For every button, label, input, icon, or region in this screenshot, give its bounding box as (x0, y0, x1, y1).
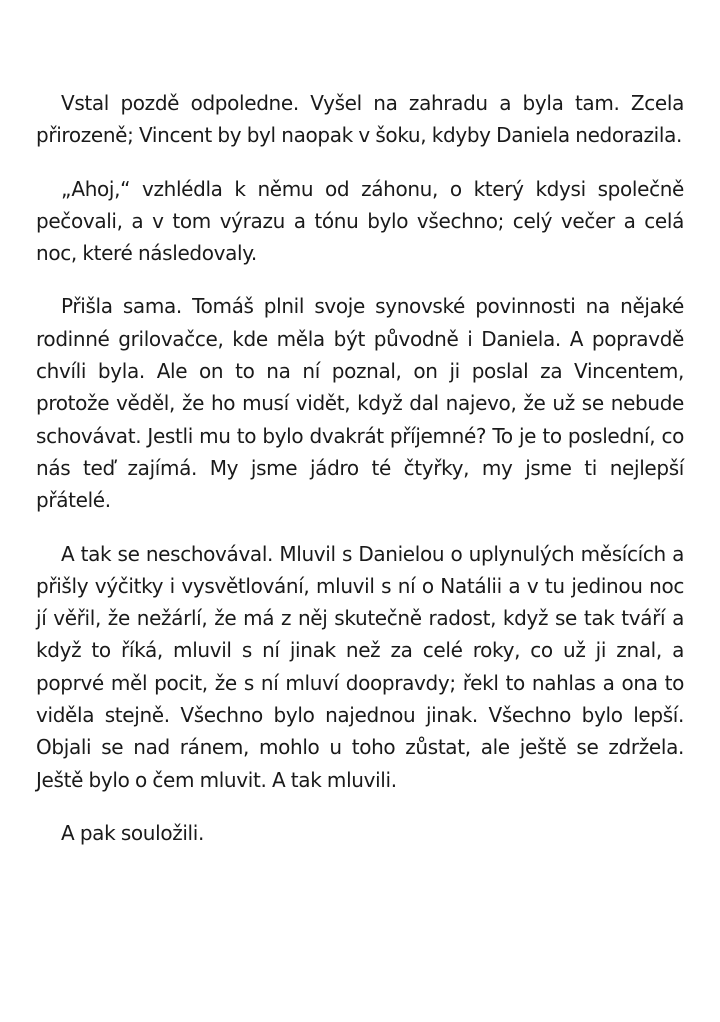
paragraph-5: A pak souložili. (61, 820, 204, 845)
paragraph-4: A tak se neschovával. Mluvil s Danielou o uplynulých měsících a přišly výčitky i vysvětlování, mluvil s ní o Natálii a v tu jedinou noc jí věřil, že nežárlí, že má z něj skutečně radost, když se tak tváří a když to říká, mluvil s ní jinak než za celé roky, co už ji znal, a poprvé měl pocit, že s ní mluví doopravdy; řekl to nahlas a ona to viděla stejně. Všechno bylo najednou jinak. Všechno bylo lepší. Objali se nad ránem, mohlo u toho zůstat, ale ještě se zdržela. Ještě bylo o čem mluvit. A tak mluvili. (36, 541, 684, 792)
paragraph-1: Vstal pozdě odpoledne. Vyšel na zahradu a byla tam. Zcela přirozeně; Vincent by byl naopak v šoku, kdyby Daniela nedorazila. (36, 91, 684, 148)
paragraph-2: „Ahoj,“ vzhlédla k němu od záhonu, o který kdysi společně pečovali, a v tom výrazu a tónu bylo všechno; celý večer a celá noc, které následovaly. (36, 176, 684, 266)
document-page (36, 87, 684, 870)
paragraph-3: Přišla sama. Tomáš plnil svoje synovské povinnosti na nějaké rodinné grilovačce, kde měla být původně i Daniela. A popravdě chvíli byla. Ale on to na ní poznal, on ji poslal za Vincentem, protože věděl, že ho musí vidět, když dal najevo, že už se nebude schovávat. Jestli mu to bylo dvakrát příjemné? To je to poslední, co nás teď zajímá. My jsme jádro té čtyřky, my jsme ti nejlepší přátelé. (36, 294, 684, 513)
